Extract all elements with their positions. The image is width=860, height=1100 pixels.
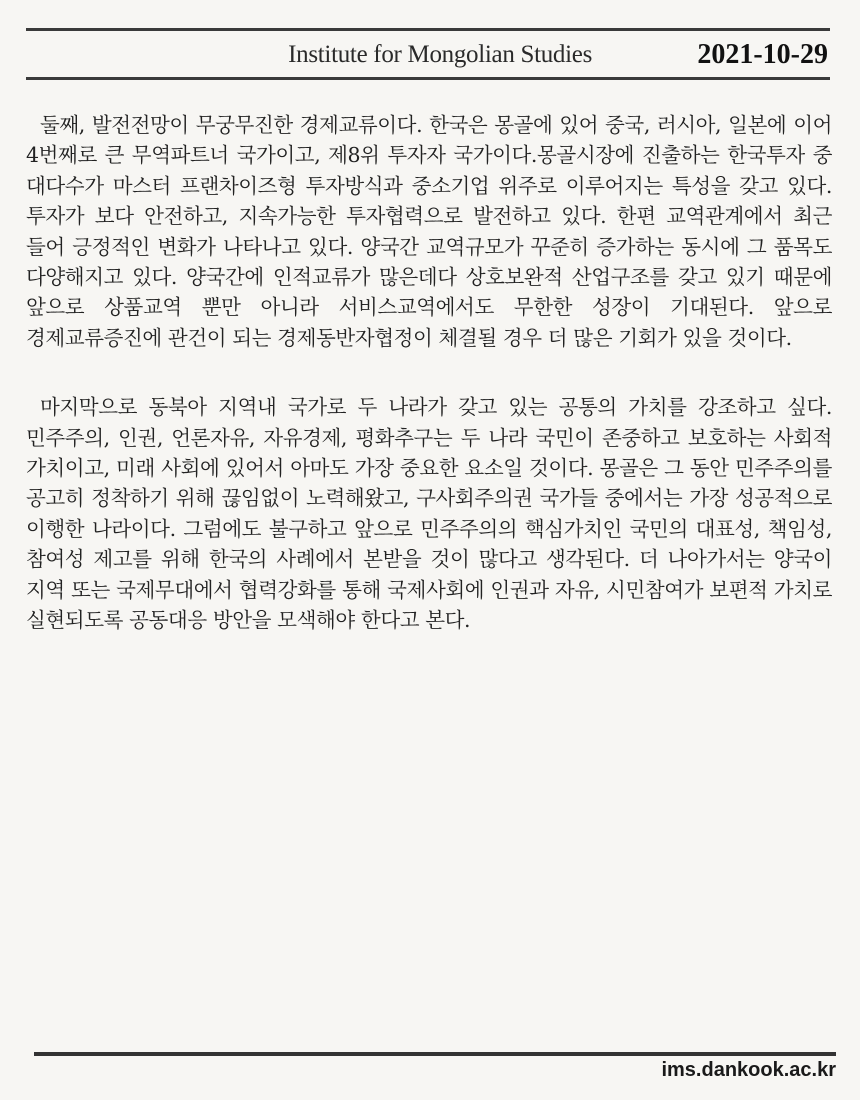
publication-date: 2021-10-29 (697, 39, 828, 70)
institute-title: Institute for Mongolian Studies (288, 41, 592, 68)
footer-website-url: ims.dankook.ac.kr (661, 1059, 836, 1081)
article-body (26, 110, 832, 636)
page-header (26, 28, 830, 80)
header-top-rule (26, 28, 830, 31)
footer-rule (34, 1052, 836, 1056)
paragraph-economic-exchange: 둘째, 발전전망이 무궁무진한 경제교류이다. 한국은 몽골에 있어 중국, 러시아, 일본에 이어 4번째로 큰 무역파트너 국가이고, 제8위 투자자 국가이다.몽골시장에 진출하는 한국투자 중 대다수가 마스터 프랜차이즈형 투자방식과 중소기업 위주로 이루어지는 특성을 갖고 있다. 투자가 보다 안전하고, 지속가능한 투자협력으로 발전하고 있다. 한편 교역관계에서 최근 들어 긍정적인 변화가 나타나고 있다. 양국간 교역규모가 꾸준히 증가하는 동시에 그 품목도 다양해지고 있다. 양국간에 인적교류가 많은데다 상호보완적 산업구조를 갖고 있기 때문에 앞으로 상품교역 뿐만 아니라 서비스교역에서도 무한한 성장이 기대된다. 앞으로 경제교류증진에 관건이 되는 경제동반자협정이 체결될 경우 더 많은 기회가 있을 것이다. (26, 113, 832, 350)
paragraph-shared-values: 마지막으로 동북아 지역내 국가로 두 나라가 갖고 있는 공통의 가치를 강조하고 싶다. 민주주의, 인권, 언론자유, 자유경제, 평화추구는 두 나라 국민이 존중하고 보호하는 사회적 가치이고, 미래 사회에 있어서 아마도 가장 중요한 요소일 것이다. 몽골은 그 동안 민주주의를 공고히 정착하기 위해 끊임없이 노력해왔고, 구사회주의권 국가들 중에서는 가장 성공적으로 이행한 나라이다. 그럼에도 불구하고 앞으로 민주주의의 핵심가치인 국민의 대표성, 책임성, 참여성 제고를 위해 한국의 사례에서 본받을 것이 많다고 생각된다. 더 나아가서는 양국이 지역 또는 국제무대에서 협력강화를 통해 국제사회에 인권과 자유, 시민참여가 보편적 가치로 실현되도록 공동대응 방안을 모색해야 한다고 본다. (26, 395, 832, 633)
header-bottom-rule (26, 77, 830, 80)
